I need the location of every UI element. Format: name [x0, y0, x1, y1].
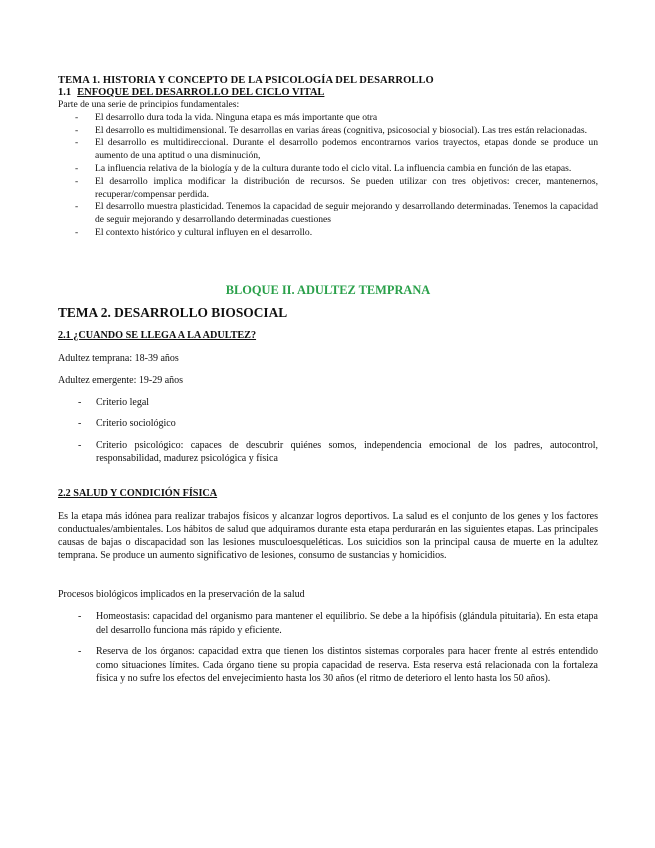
- tema1-subsection-number: 1.1: [58, 87, 72, 98]
- adultez-emergente-line: Adultez emergente: 19-29 años: [58, 374, 184, 386]
- section-2-2-paragraph: Es la etapa más idónea para realizar trabajos físicos y alcanzar logros deportivos. La salud es el conjunto de los genes y los factores conductuales/ambientales. Los hábitos de salud que adquiramos durante esta etapa perdurarán en las siguientes etapas. Las principales causas de bajas o discapacidad son las lesiones musculoesqueléticas. Los suicidios son la principal causa de muerte en la adultez temprana. Se produce un aumento significativo de lesiones, consumo de sustancias y homicidios.: [58, 511, 598, 562]
- criterios-list: [58, 396, 598, 466]
- list-item: - Criterio sociológico: [58, 417, 598, 430]
- section-2-1-title: 2.1 ¿CUANDO SE LLEGA A LA ADULTEZ?: [58, 329, 257, 341]
- tema1-title: TEMA 1. HISTORIA Y CONCEPTO DE LA PSICOLOGÍA DEL DESARROLLO: [58, 75, 434, 86]
- list-item: - Reserva de los órganos: capacidad extra que tienen los distintos sistemas corporales para hacer frente al estrés entendido como situaciones límites. Cada órgano tiene su propia capacidad de reserva. Esta reserva está relacionada con la fortaleza física y no sufre los efectos del envejecimiento hasta los 30 años (el ritmo de deterioro el lento hasta los 50 años).: [58, 645, 598, 685]
- tema1-intro: Parte de una serie de principios fundamentales:: [58, 99, 240, 110]
- list-item: - El desarrollo implica modificar la distribución de recursos. Se pueden utilizar con tres objetivos: crecer, mantenernos, recuperar/compensar perdida.: [58, 176, 598, 202]
- list-item: - El desarrollo es multidimensional. Te desarrollas en varias áreas (cognitiva, psicosocial y biosocial). Las tres están relacionadas.: [58, 125, 598, 138]
- adultez-temprana-line: Adultez temprana: 18-39 años: [58, 352, 179, 364]
- tema1-subsection-heading: [58, 87, 598, 99]
- tema2-title: TEMA 2. DESARROLLO BIOSOCIAL: [58, 304, 288, 320]
- list-item: - Homeostasis: capacidad del organismo para mantener el equilibrio. Se debe a la hipófisis (glándula pituitaria). En esta etapa del desarrollo funciona más rápido y eficiente.: [58, 610, 598, 637]
- tema1-principles-list: [58, 112, 598, 240]
- list-item: - El contexto histórico y cultural influyen en el desarrollo.: [58, 227, 598, 240]
- list-item: - El desarrollo es multidireccional. Durante el desarrollo podemos encontrarnos varios trayectos, etapas donde se produce un aumento de una aptitud o una disminución,: [58, 137, 598, 163]
- document-page: [58, 74, 598, 693]
- list-item: - Criterio legal: [58, 396, 598, 409]
- list-item: - Criterio psicológico: capaces de descubrir quiénes somos, independencia emocional de los padres, autocontrol, responsabilidad, madurez psicológica y física: [58, 439, 598, 466]
- tema1-subsection-title: ENFOQUE DEL DESARROLLO DEL CICLO VITAL: [77, 87, 325, 98]
- list-item: - El desarrollo muestra plasticidad. Tenemos la capacidad de seguir mejorando y desarrollando determinadas. Tenemos la capacidad de seguir mejorando y desarrollando determinadas cuestiones: [58, 201, 598, 227]
- list-item: - El desarrollo dura toda la vida. Ninguna etapa es más importante que otra: [58, 112, 598, 125]
- list-item: - La influencia relativa de la biología y de la cultura durante todo el ciclo vital. La influencia cambia en función de las etapas.: [58, 163, 598, 176]
- procesos-list: [58, 610, 598, 685]
- bloque-title: BLOQUE II. ADULTEZ TEMPRANA: [225, 282, 431, 297]
- section-2-2-title: 2.2 SALUD Y CONDICIÓN FÍSICA: [58, 488, 218, 500]
- procesos-heading: Procesos biológicos implicados en la preservación de la salud: [58, 589, 305, 601]
